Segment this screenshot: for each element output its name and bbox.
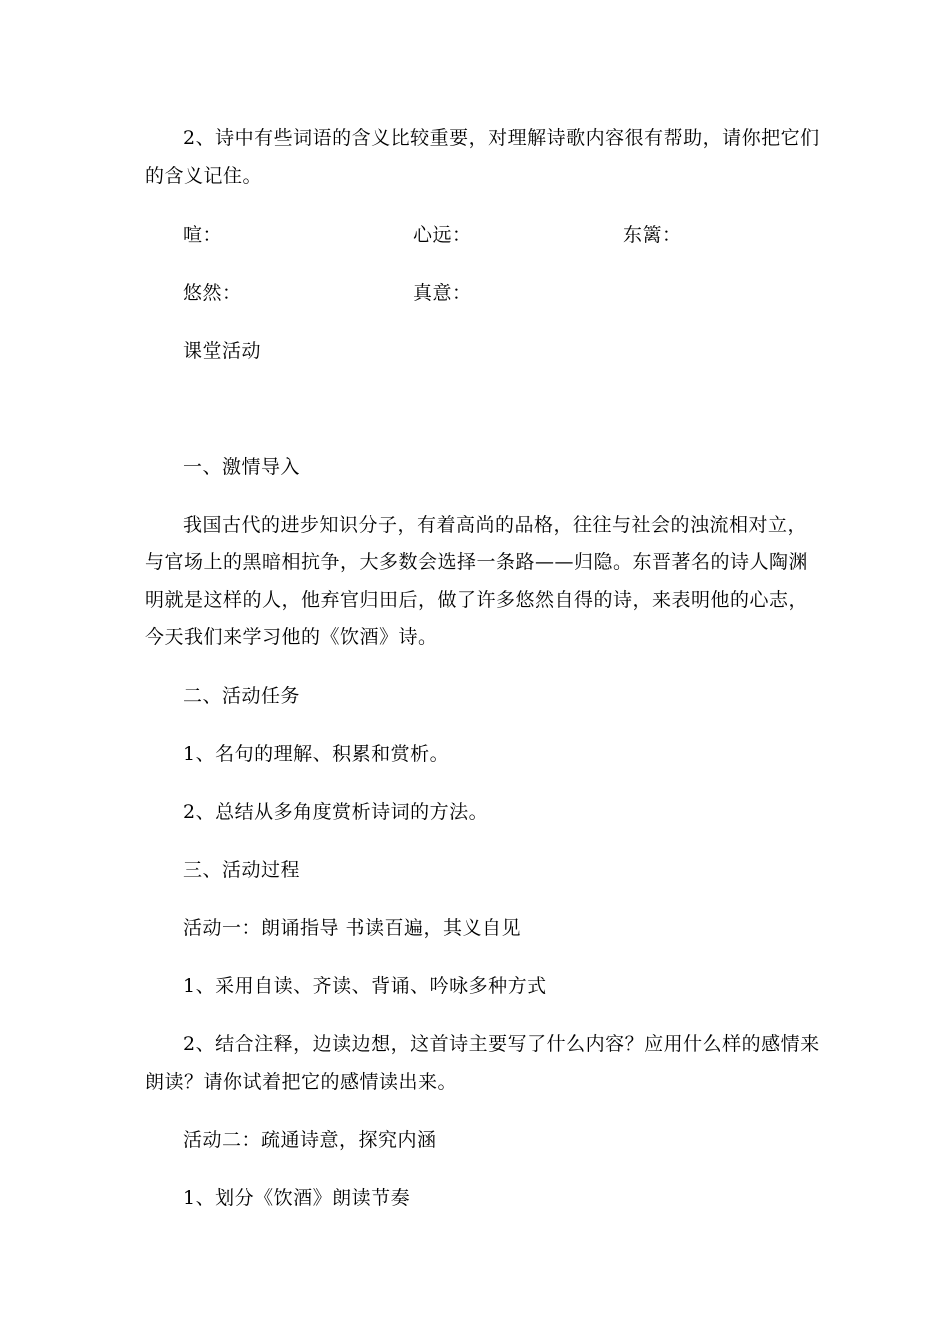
part2-heading: 二、活动任务 — [183, 685, 301, 707]
vocab-term-xuan: 喧： — [183, 224, 223, 246]
part1-line-3: 明就是这样的人，他弃官归田后，做了许多悠然自得的诗，来表明他的心志， — [145, 589, 809, 611]
part2-item-2: 2、总结从多角度赏析诗词的方法。 — [183, 801, 489, 823]
activity1-item-2-line-1: 2、结合注释，边读边想，这首诗主要写了什么内容？应用什么样的感情来 — [183, 1033, 820, 1055]
activity1-title: 活动一：朗诵指导 书读百遍，其义自见 — [183, 917, 522, 939]
vocab-intro-line-2: 的含义记住。 — [145, 165, 263, 187]
activity2-title: 活动二：疏通诗意，探究内涵 — [183, 1129, 437, 1151]
activity1-item-2-line-2: 朗读？请你试着把它的感情读出来。 — [145, 1071, 458, 1093]
vocab-intro-line-1: 2、诗中有些词语的含义比较重要，对理解诗歌内容很有帮助，请你把它们 — [183, 127, 820, 149]
vocab-term-xinyuan: 心远： — [413, 224, 472, 246]
part1-line-2: 与官场上的黑暗相抗争，大多数会选择一条路——归隐。东晋著名的诗人陶渊 — [145, 551, 809, 573]
part1-heading: 一、激情导入 — [183, 456, 301, 478]
part1-line-4: 今天我们来学习他的《饮酒》诗。 — [145, 626, 438, 648]
activity2-item-1: 1、划分《饮酒》朗读节奏 — [183, 1187, 411, 1209]
vocab-term-youran: 悠然： — [183, 282, 242, 304]
part1-line-1: 我国古代的进步知识分子，有着高尚的品格，往往与社会的浊流相对立， — [183, 514, 808, 536]
vocab-term-dongli: 东篱： — [623, 224, 682, 246]
part2-item-1: 1、名句的理解、积累和赏析。 — [183, 743, 450, 765]
part3-heading: 三、活动过程 — [183, 859, 301, 881]
classroom-heading: 课堂活动 — [183, 340, 262, 362]
activity1-item-1: 1、采用自读、齐读、背诵、吟咏多种方式 — [183, 975, 547, 997]
vocab-term-zhenyi: 真意： — [413, 282, 472, 304]
